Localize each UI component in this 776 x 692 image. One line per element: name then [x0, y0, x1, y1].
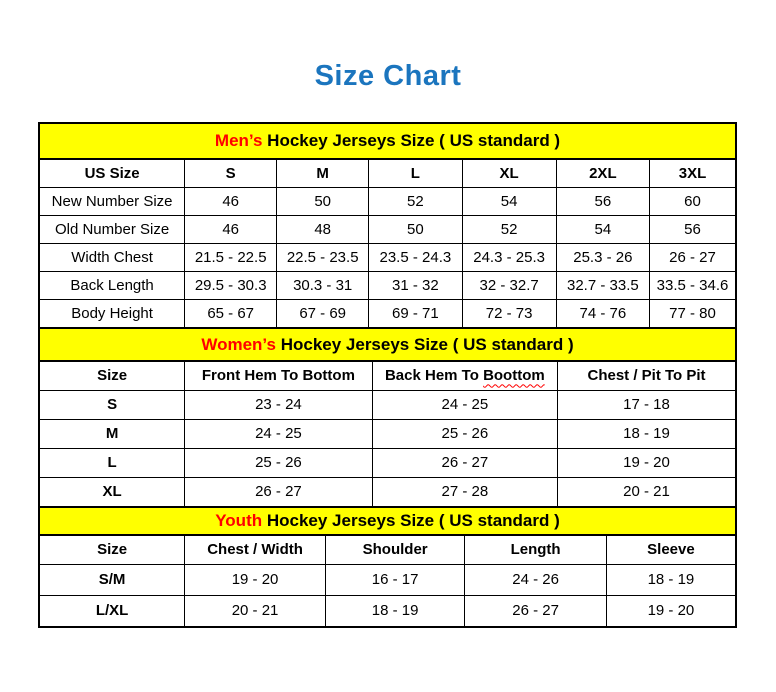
size-value-cell: 46: [185, 188, 277, 216]
column-header: 3XL: [650, 159, 736, 188]
size-value-cell: 26 - 27: [650, 244, 736, 272]
column-header: 2XL: [556, 159, 649, 188]
size-value-cell: 54: [556, 216, 649, 244]
column-header: Shoulder: [325, 535, 464, 565]
size-value-cell: 24 - 25: [185, 420, 372, 449]
size-value-cell: 24.3 - 25.3: [462, 244, 556, 272]
youth-size-table: [38, 506, 737, 628]
section-accent-label: Youth: [215, 511, 263, 531]
size-value-cell: 67 - 69: [277, 300, 369, 329]
size-value-cell: 26 - 27: [465, 596, 606, 628]
column-header: Back Hem To Boottom: [372, 361, 557, 391]
row-label: S: [39, 391, 185, 420]
section-title-label: Hockey Jerseys Size ( US standard ): [262, 511, 560, 531]
table-row: [39, 244, 736, 272]
column-header: US Size: [39, 159, 185, 188]
size-value-cell: 74 - 76: [556, 300, 649, 329]
column-header: Size: [39, 361, 185, 391]
table-row: [39, 188, 736, 216]
column-header: M: [277, 159, 369, 188]
size-value-cell: 54: [462, 188, 556, 216]
size-value-cell: 24 - 26: [465, 565, 606, 596]
size-value-cell: 46: [185, 216, 277, 244]
size-value-cell: 56: [650, 216, 736, 244]
table-row: [39, 449, 736, 478]
section-accent-label: Men’s: [214, 131, 263, 151]
header-row: [39, 535, 736, 565]
size-value-cell: 26 - 27: [185, 478, 372, 508]
row-label: Body Height: [39, 300, 185, 329]
table-row: [39, 565, 736, 596]
table-row: [39, 272, 736, 300]
youth-section-header: [39, 507, 736, 535]
column-header: Front Hem To Bottom: [185, 361, 372, 391]
size-value-cell: 31 - 32: [369, 272, 462, 300]
size-value-cell: 22.5 - 23.5: [277, 244, 369, 272]
header-row: [39, 361, 736, 391]
column-header: XL: [462, 159, 556, 188]
size-value-cell: 20 - 21: [558, 478, 736, 508]
size-value-cell: 26 - 27: [372, 449, 557, 478]
size-value-cell: 56: [556, 188, 649, 216]
size-tables: [38, 122, 737, 628]
column-header: S: [185, 159, 277, 188]
size-value-cell: 23 - 24: [185, 391, 372, 420]
table-row: [39, 216, 736, 244]
row-label: Back Length: [39, 272, 185, 300]
size-value-cell: 27 - 28: [372, 478, 557, 508]
size-value-cell: 23.5 - 24.3: [369, 244, 462, 272]
column-header: Size: [39, 535, 185, 565]
row-label: New Number Size: [39, 188, 185, 216]
size-value-cell: 48: [277, 216, 369, 244]
row-label: L: [39, 449, 185, 478]
row-label: Width Chest: [39, 244, 185, 272]
size-value-cell: 52: [369, 188, 462, 216]
size-value-cell: 77 - 80: [650, 300, 736, 329]
size-value-cell: 69 - 71: [369, 300, 462, 329]
size-value-cell: 29.5 - 30.3: [185, 272, 277, 300]
size-value-cell: 65 - 67: [185, 300, 277, 329]
size-value-cell: 32.7 - 33.5: [556, 272, 649, 300]
column-header: Chest / Width: [185, 535, 326, 565]
page-title: Size Chart: [314, 60, 462, 92]
size-value-cell: 19 - 20: [185, 565, 326, 596]
column-header: L: [369, 159, 462, 188]
size-value-cell: 18 - 19: [558, 420, 736, 449]
size-value-cell: 30.3 - 31: [277, 272, 369, 300]
womens-size-table: [38, 327, 737, 508]
table-row: [39, 596, 736, 628]
row-label: Old Number Size: [39, 216, 185, 244]
header-row: [39, 159, 736, 188]
mens-section-header: [39, 123, 736, 159]
row-label: M: [39, 420, 185, 449]
size-value-cell: 16 - 17: [325, 565, 464, 596]
column-header: Length: [465, 535, 606, 565]
size-value-cell: 21.5 - 22.5: [185, 244, 277, 272]
size-value-cell: 50: [277, 188, 369, 216]
size-value-cell: 19 - 20: [606, 596, 736, 628]
section-title-label: Hockey Jerseys Size ( US standard ): [262, 131, 561, 151]
size-value-cell: 50: [369, 216, 462, 244]
size-value-cell: 72 - 73: [462, 300, 556, 329]
size-value-cell: 32 - 32.7: [462, 272, 556, 300]
size-value-cell: 17 - 18: [558, 391, 736, 420]
size-value-cell: 18 - 19: [606, 565, 736, 596]
section-title-label: Hockey Jerseys Size ( US standard ): [275, 334, 574, 354]
misspelled-word: Boottom: [483, 367, 545, 385]
table-row: [39, 391, 736, 420]
size-value-cell: 24 - 25: [372, 391, 557, 420]
size-value-cell: 25 - 26: [185, 449, 372, 478]
size-value-cell: 18 - 19: [325, 596, 464, 628]
size-value-cell: 25 - 26: [372, 420, 557, 449]
table-row: [39, 300, 736, 329]
size-value-cell: 60: [650, 188, 736, 216]
row-label: XL: [39, 478, 185, 508]
size-value-cell: 25.3 - 26: [556, 244, 649, 272]
mens-size-table: [38, 122, 737, 329]
row-label: S/M: [39, 565, 185, 596]
row-label: L/XL: [39, 596, 185, 628]
womens-section-header: [39, 328, 736, 361]
size-value-cell: 20 - 21: [185, 596, 326, 628]
column-header: Chest / Pit To Pit: [558, 361, 736, 391]
section-accent-label: Women’s: [201, 334, 276, 354]
size-value-cell: 52: [462, 216, 556, 244]
table-row: [39, 420, 736, 449]
table-row: [39, 478, 736, 508]
size-value-cell: 33.5 - 34.6: [650, 272, 736, 300]
size-value-cell: 19 - 20: [558, 449, 736, 478]
column-header: Sleeve: [606, 535, 736, 565]
